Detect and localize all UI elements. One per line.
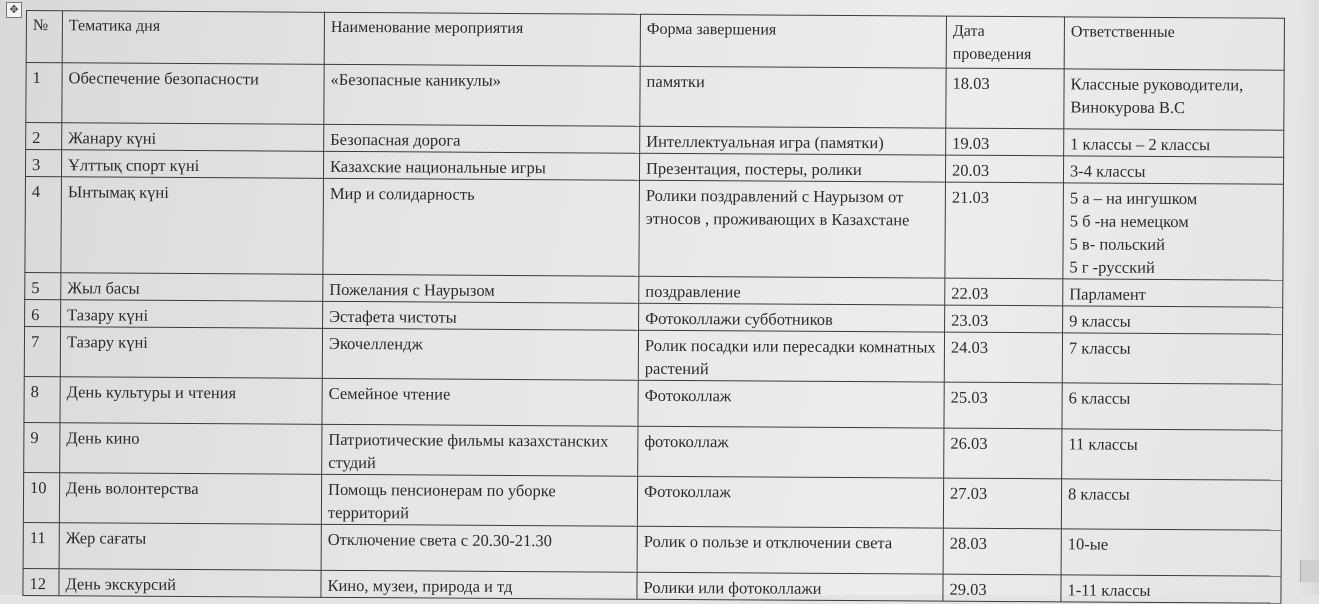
responsible: Парламент: [1063, 279, 1283, 307]
day-theme: Ұлттық спорт күні: [61, 150, 323, 179]
completion-form: Интеллектуальная игра (памятки): [640, 126, 946, 155]
screen-edge-shadow: [1299, 0, 1319, 595]
responsible: 7 классы: [1062, 333, 1282, 384]
row-number: 9: [24, 422, 60, 472]
event-date: 25.03: [944, 382, 1062, 429]
event-date: 27.03: [943, 478, 1061, 529]
event-name: Отключение света с 20.30-21.30: [321, 524, 637, 572]
day-theme: Жыл басы: [61, 273, 323, 302]
day-theme: Жер сағаты: [59, 523, 321, 571]
header-cell: Тематика дня: [62, 11, 324, 65]
day-theme: Обеспечение безопасности: [62, 63, 324, 125]
completion-form: Ролик о пользе и отключении света: [637, 526, 943, 574]
responsible: 6 классы: [1062, 383, 1282, 430]
completion-form: фотоколлаж: [638, 426, 944, 478]
header-cell: Форма завершения: [640, 14, 946, 68]
row-number: 2: [26, 123, 62, 150]
event-name: Безопасная дорога: [324, 124, 640, 153]
responsible: 1 классы – 2 классы: [1064, 129, 1284, 157]
event-date: 29.03: [943, 574, 1061, 602]
completion-form: Фотоколлаж: [637, 476, 943, 528]
scrollbar-corner: [1300, 560, 1319, 582]
table-row: [24, 376, 1282, 430]
day-theme: Жанару күні: [62, 123, 324, 152]
table-header-row: [26, 11, 1284, 71]
event-date: 23.03: [945, 305, 1063, 333]
completion-form: памятки: [640, 66, 946, 128]
day-theme: День кино: [60, 423, 322, 475]
responsible: 8 классы: [1061, 479, 1281, 530]
responsible: 11 классы: [1062, 429, 1282, 480]
event-date: 26.03: [944, 428, 1062, 479]
completion-form: Фотоколлаж: [638, 380, 944, 428]
row-number: 8: [24, 376, 60, 422]
completion-form: Ролики поздравлений с Наурызом от этносов , проживающих в Казахстане: [639, 180, 946, 278]
header-cell: Ответственные: [1064, 17, 1284, 70]
table-row: [24, 422, 1282, 480]
completion-form: Презентация, постеры, ролики: [639, 153, 945, 182]
table-row: [25, 176, 1284, 280]
event-name: Пожелания с Наурызом: [323, 274, 639, 303]
day-theme: День экскурсий: [59, 569, 321, 598]
completion-form: поздравление: [639, 276, 945, 305]
responsible: 10-ые: [1061, 529, 1281, 576]
event-name: Семейное чтение: [322, 378, 638, 426]
event-name: Помощь пенсионерам по уборке территорий: [321, 474, 637, 526]
table-row: [23, 522, 1281, 576]
row-number: 6: [25, 299, 61, 326]
event-date: 20.03: [945, 155, 1063, 183]
row-number: 12: [23, 568, 59, 595]
event-schedule-table: [22, 10, 1285, 604]
row-number: 4: [25, 176, 62, 272]
event-name: «Безопасные каникулы»: [324, 64, 640, 126]
event-name: Мир и солидарность: [323, 178, 640, 276]
event-date: 24.03: [944, 332, 1062, 383]
day-theme: День волонтерства: [59, 473, 321, 525]
responsible: 5 а – на ингушком 5 б -на немецком 5 в- польский 5 г -русский: [1063, 183, 1284, 280]
event-date: 22.03: [945, 278, 1063, 306]
day-theme: Ынтымақ күні: [61, 177, 324, 275]
event-date: 19.03: [946, 128, 1064, 156]
responsible: 1-11 классы: [1061, 575, 1281, 603]
header-cell: №: [26, 11, 62, 63]
event-date: 21.03: [945, 182, 1064, 279]
completion-form: Фотоколлажи субботников: [639, 303, 945, 332]
day-theme: Тазару күні: [60, 327, 322, 379]
event-date: 28.03: [943, 528, 1061, 575]
row-number: 7: [24, 326, 60, 376]
responsible: 3-4 классы: [1063, 156, 1283, 184]
event-name: Патриотические фильмы казахстанских студий: [322, 424, 638, 476]
header-cell: Наименование мероприятия: [324, 12, 640, 66]
row-number: 5: [25, 272, 61, 299]
completion-form: Ролики или фотоколлажи: [637, 572, 943, 601]
completion-form: Ролик посадки или пересадки комнатных растений: [638, 330, 944, 382]
table-row: [24, 326, 1282, 384]
event-name: Эстафета чистоты: [323, 301, 639, 330]
header-cell: Дата проведения: [946, 16, 1064, 69]
row-number: 1: [26, 63, 62, 123]
row-number: 10: [23, 472, 59, 522]
row-number: 3: [25, 150, 61, 177]
event-name: Кино, музеи, природа и тд: [321, 570, 637, 599]
event-name: Казахские национальные игры: [323, 151, 639, 180]
day-theme: Тазару күні: [61, 300, 323, 329]
responsible: 9 классы: [1063, 306, 1283, 334]
event-date: 18.03: [946, 68, 1064, 129]
table-row: [26, 63, 1284, 131]
event-name: Экочеллендж: [322, 328, 638, 380]
table-row: [23, 472, 1281, 530]
responsible: Классные руководители, Винокурова В.С: [1064, 69, 1284, 130]
day-theme: День культуры и чтения: [60, 377, 322, 425]
row-number: 11: [23, 522, 59, 568]
move-cross-icon[interactable]: ✥: [6, 2, 22, 18]
